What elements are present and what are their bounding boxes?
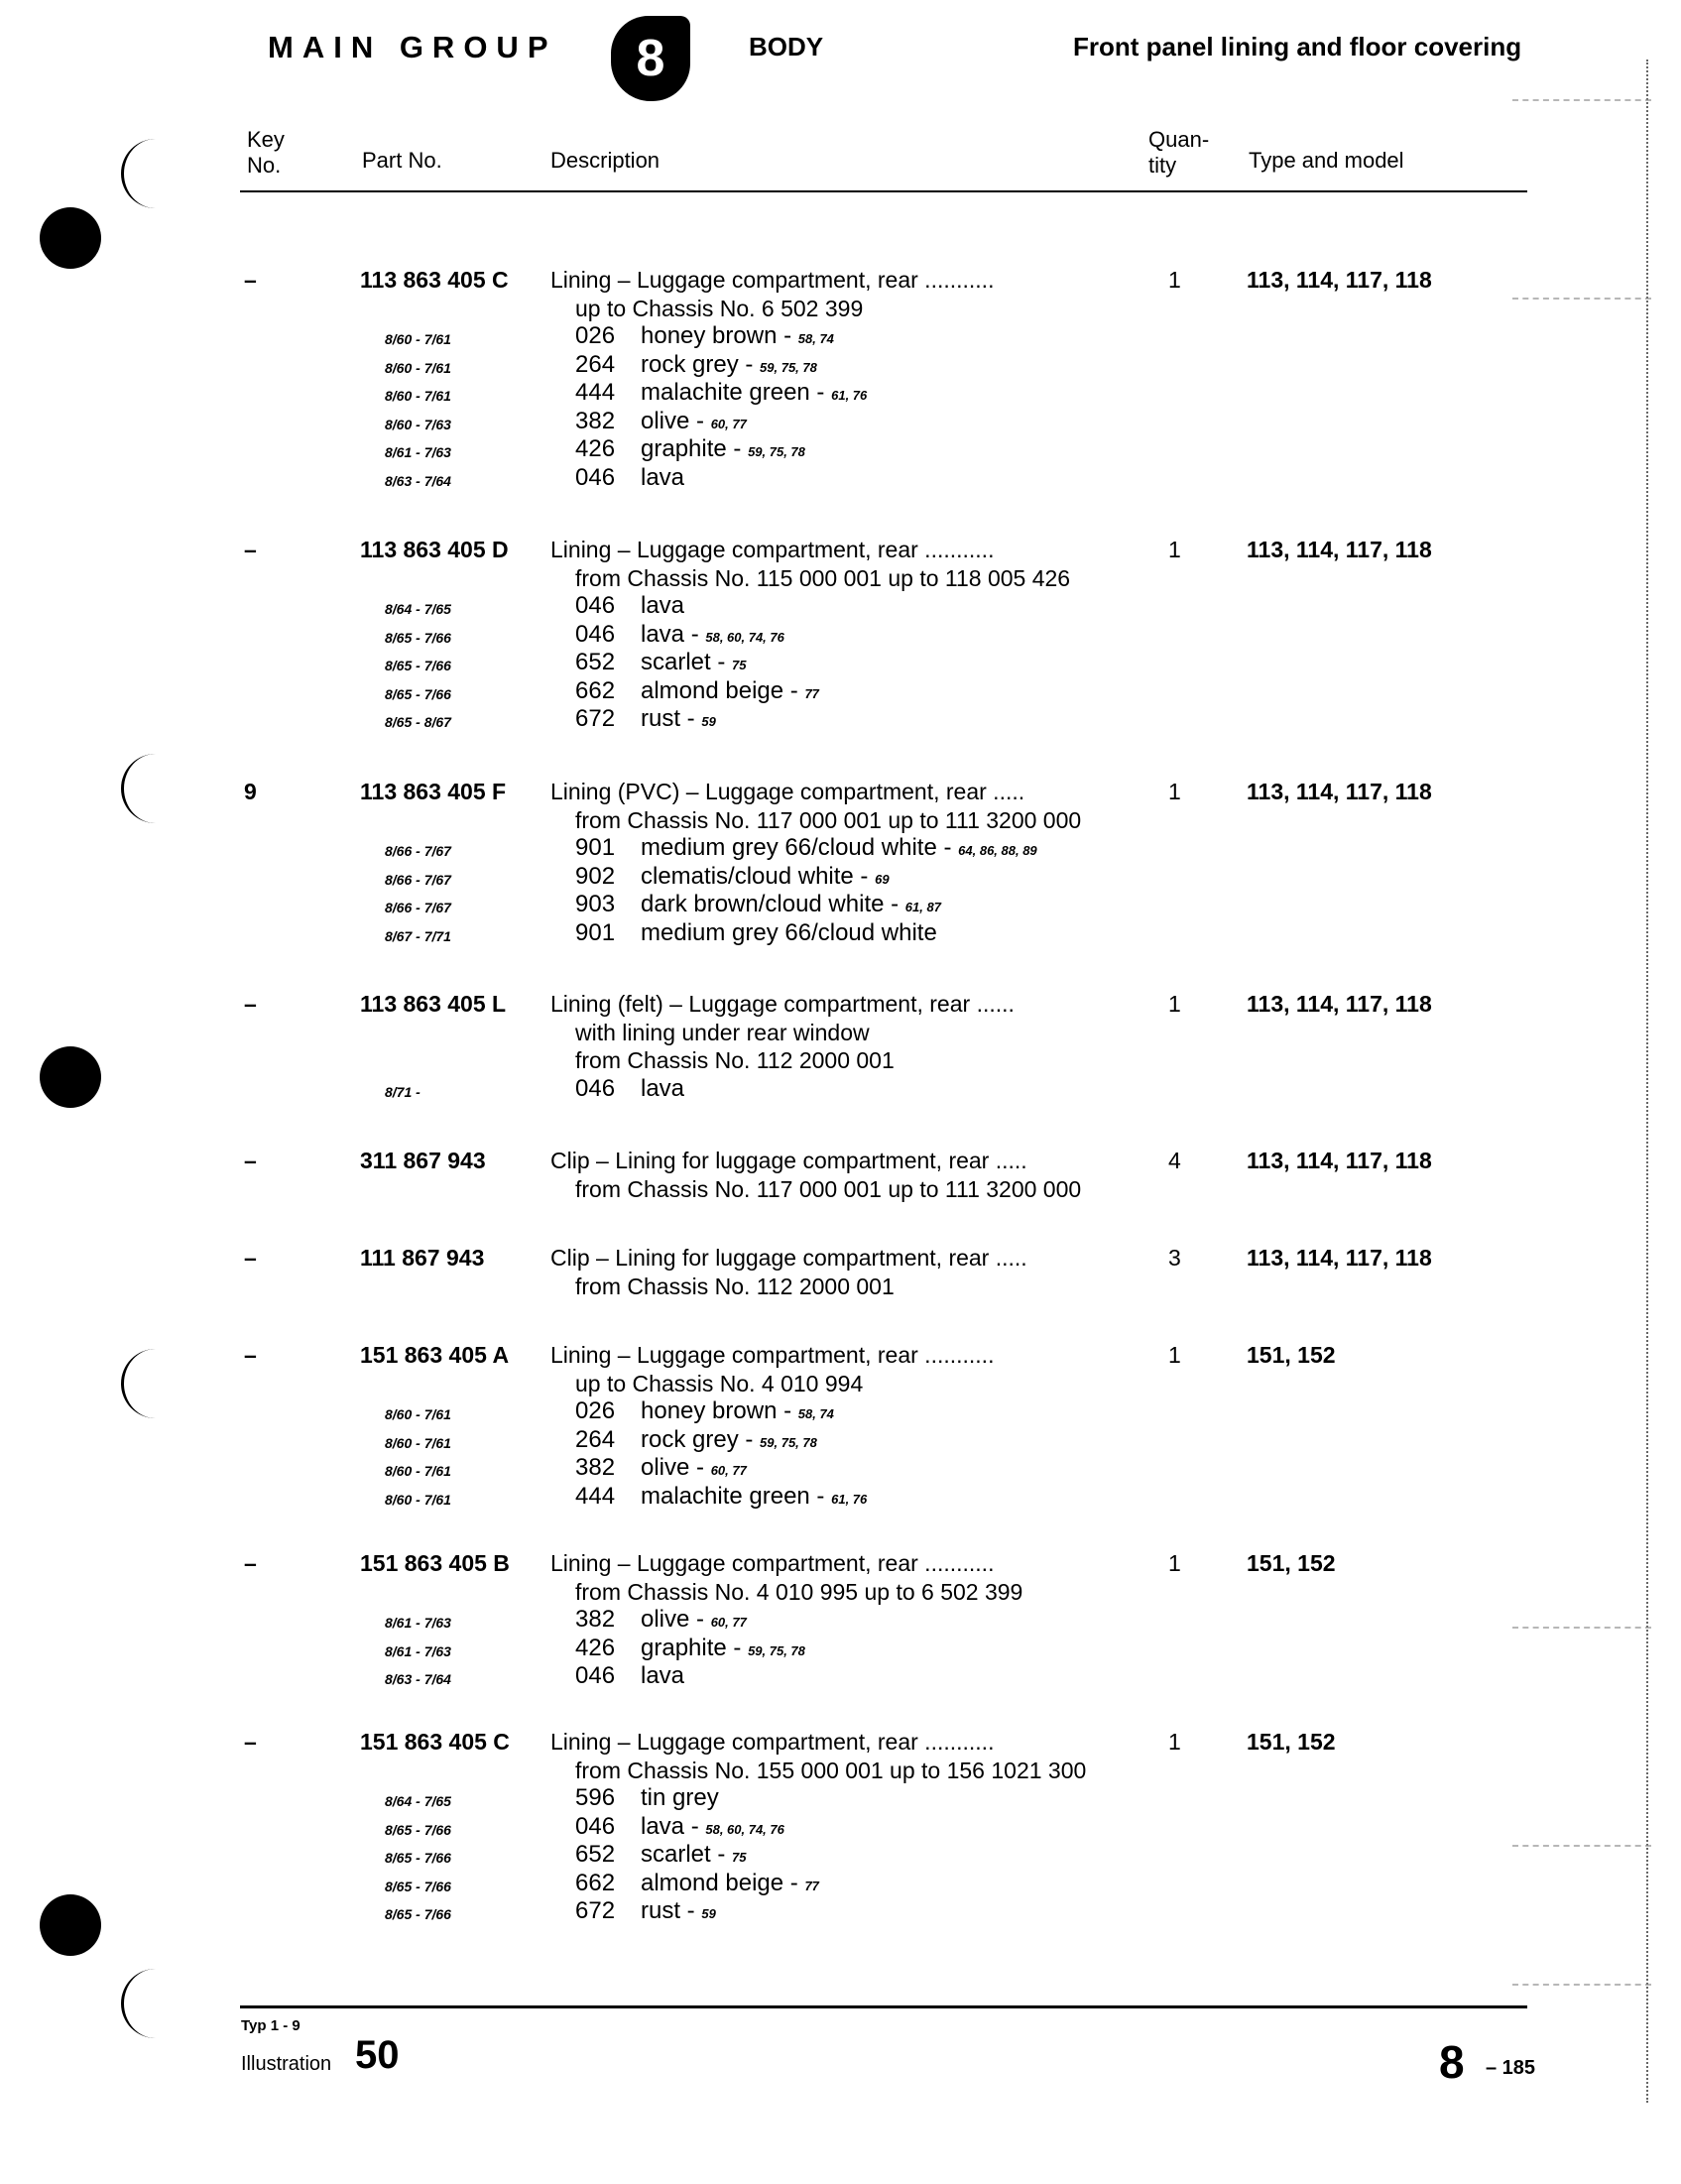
- type-and-model: 113, 114, 117, 118: [1247, 779, 1432, 804]
- key-number: –: [244, 1148, 257, 1173]
- colour-variant-row: [0, 408, 1681, 435]
- col-part-no: Part No.: [362, 148, 442, 173]
- model-codes: 59, 75, 78: [760, 1434, 817, 1450]
- colour-variant-row: [0, 1841, 1681, 1869]
- colour-code: 264: [575, 1425, 616, 1453]
- binder-ring-mark: [121, 754, 164, 823]
- part-number: 113 863 405 L: [360, 991, 507, 1017]
- production-period: 8/71 -: [385, 1083, 420, 1100]
- colour-name: honey brown -: [641, 1397, 792, 1424]
- illustration-number: 50: [355, 2033, 400, 2077]
- quantity: 1: [1168, 1729, 1181, 1755]
- model-codes: 60, 77: [710, 1615, 747, 1630]
- description-detail: with lining under rear window: [575, 1019, 870, 1045]
- model-codes: 75: [732, 1850, 747, 1865]
- production-period: 8/61 - 7/63: [385, 1642, 451, 1659]
- colour-code: 046: [575, 1074, 616, 1102]
- colour-variant-row: [0, 834, 1681, 862]
- production-period: 8/64 - 7/65: [385, 601, 451, 617]
- colour-variant-row: [0, 1784, 1681, 1812]
- description-detail: from Chassis No. 117 000 001 up to 111 3200 000: [575, 1175, 1082, 1202]
- part-number: 113 863 405 C: [360, 267, 509, 293]
- colour-variant-row: [0, 351, 1681, 379]
- type-and-model: 113, 114, 117, 118: [1247, 1148, 1432, 1173]
- production-period: 8/65 - 7/66: [385, 658, 451, 673]
- type-reference: Typ 1 - 9: [241, 2017, 300, 2034]
- colour-name: olive -: [641, 407, 705, 434]
- colour-code: 426: [575, 435, 616, 462]
- key-number: –: [244, 991, 257, 1017]
- model-codes: 59, 75, 78: [748, 1642, 805, 1658]
- quantity: 1: [1168, 267, 1181, 293]
- colour-variant-row: [0, 1426, 1681, 1454]
- colour-variant-row: [0, 1454, 1681, 1482]
- part-description: Lining – Luggage compartment, rear ...........: [550, 267, 995, 293]
- colour-name-group: [641, 1784, 719, 1816]
- colour-code: 382: [575, 1454, 616, 1481]
- colour-variant-row: [0, 1075, 1681, 1103]
- colour-code: 046: [575, 1812, 616, 1840]
- colour-name: lava -: [641, 620, 699, 648]
- colour-name: malachite green -: [641, 1482, 825, 1510]
- production-period: 8/60 - 7/63: [385, 416, 451, 432]
- colour-name-group: [641, 1662, 684, 1694]
- production-period: 8/61 - 7/63: [385, 444, 451, 460]
- part-number: 151 863 405 A: [360, 1342, 510, 1368]
- production-period: 8/65 - 7/66: [385, 629, 451, 646]
- colour-name: malachite green -: [641, 379, 825, 406]
- key-number: –: [244, 1729, 257, 1755]
- section-title: Front panel lining and floor covering: [1073, 32, 1522, 61]
- type-and-model: 113, 114, 117, 118: [1247, 1245, 1432, 1271]
- colour-variant-row: [0, 1397, 1681, 1425]
- key-number: –: [244, 1342, 257, 1368]
- production-period: 8/66 - 7/67: [385, 900, 451, 915]
- colour-variant-row: [0, 322, 1681, 350]
- colour-name-group: [641, 592, 684, 624]
- colour-name-group: [641, 834, 1037, 866]
- part-number: 151 863 405 C: [360, 1729, 510, 1755]
- production-period: 8/67 - 7/71: [385, 927, 451, 944]
- colour-name: medium grey 66/cloud white: [641, 918, 937, 946]
- model-codes: 60, 77: [710, 416, 747, 431]
- colour-name-group: [641, 351, 817, 383]
- type-and-model: 151, 152: [1247, 1550, 1336, 1576]
- colour-code: 046: [575, 620, 616, 648]
- model-codes: 60, 77: [710, 1463, 747, 1478]
- colour-code: 046: [575, 463, 616, 491]
- production-period: 8/60 - 7/61: [385, 1406, 451, 1422]
- page-number-main: 8: [1439, 2036, 1465, 2088]
- part-description: Lining – Luggage compartment, rear ...........: [550, 1729, 995, 1755]
- colour-variant-row: [0, 1483, 1681, 1511]
- colour-variant-row: [0, 1897, 1681, 1925]
- quantity: 3: [1168, 1245, 1181, 1271]
- part-description: Lining (PVC) – Luggage compartment, rear .....: [550, 779, 1025, 804]
- key-number: –: [244, 1550, 257, 1576]
- colour-variant-row: [0, 891, 1681, 918]
- model-codes: 59: [701, 1906, 716, 1921]
- key-number: –: [244, 537, 257, 562]
- colour-name-group: [641, 863, 890, 895]
- colour-code: 026: [575, 322, 616, 349]
- colour-name-group: [641, 1426, 817, 1458]
- model-codes: 58, 60, 74, 76: [705, 629, 784, 645]
- part-description: Lining (felt) – Luggage compartment, rear ......: [550, 991, 1015, 1017]
- colour-name: rust -: [641, 1897, 695, 1924]
- description-detail: from Chassis No. 112 2000 001: [575, 1047, 895, 1073]
- type-and-model: 151, 152: [1247, 1729, 1336, 1755]
- colour-code: 596: [575, 1784, 616, 1811]
- colour-name-group: [641, 1897, 716, 1929]
- model-codes: 77: [804, 685, 819, 701]
- colour-variant-row: [0, 435, 1681, 463]
- production-period: 8/64 - 7/65: [385, 1793, 451, 1809]
- description-detail: up to Chassis No. 6 502 399: [575, 295, 864, 321]
- colour-variant-row: [0, 464, 1681, 492]
- key-number: –: [244, 267, 257, 293]
- colour-name: lava: [641, 1662, 685, 1689]
- colour-name-group: [641, 464, 684, 496]
- colour-name-group: [641, 621, 784, 653]
- colour-name-group: [641, 1606, 747, 1638]
- colour-name: rock grey -: [641, 1425, 754, 1453]
- production-period: 8/60 - 7/61: [385, 359, 451, 376]
- production-period: 8/63 - 7/64: [385, 1671, 451, 1687]
- colour-name: honey brown -: [641, 322, 792, 349]
- model-codes: 59, 75, 78: [760, 359, 817, 375]
- colour-name: olive -: [641, 1606, 705, 1633]
- colour-name: dark brown/cloud white -: [641, 891, 900, 917]
- colour-name: clematis/cloud white -: [641, 862, 869, 890]
- colour-code: 672: [575, 1897, 616, 1924]
- part-description: Lining – Luggage compartment, rear ...........: [550, 537, 995, 562]
- production-period: 8/61 - 7/63: [385, 1615, 451, 1631]
- colour-name-group: [641, 677, 819, 709]
- quantity: 1: [1168, 537, 1181, 562]
- colour-name-group: [641, 649, 747, 680]
- colour-name-group: [641, 1635, 805, 1666]
- colour-name: graphite -: [641, 435, 742, 462]
- colour-variant-row: [0, 1606, 1681, 1634]
- colour-name-group: [641, 1870, 819, 1901]
- production-period: 8/60 - 7/61: [385, 1434, 451, 1451]
- quantity: 1: [1168, 1342, 1181, 1368]
- description-detail: from Chassis No. 115 000 001 up to 118 005 426: [575, 564, 1071, 591]
- colour-name: almond beige -: [641, 1869, 798, 1896]
- colour-code: 444: [575, 379, 616, 406]
- colour-name-group: [641, 891, 941, 922]
- colour-name-group: [641, 919, 937, 951]
- model-codes: 58, 60, 74, 76: [705, 1821, 784, 1837]
- production-period: 8/65 - 7/66: [385, 1821, 451, 1838]
- colour-code: 382: [575, 1606, 616, 1633]
- colour-code: 901: [575, 834, 616, 861]
- production-period: 8/60 - 7/61: [385, 331, 451, 347]
- colour-variant-row: [0, 1662, 1681, 1690]
- colour-variant-row: [0, 863, 1681, 891]
- production-period: 8/65 - 8/67: [385, 714, 451, 730]
- page-number-sub: – 185: [1486, 2057, 1536, 2079]
- colour-variant-row: [0, 592, 1681, 620]
- colour-name: lava: [641, 463, 685, 491]
- group-name: BODY: [749, 32, 824, 61]
- colour-code: 046: [575, 1662, 616, 1689]
- colour-name: scarlet -: [641, 649, 726, 675]
- colour-name-group: [641, 1397, 834, 1429]
- part-description: Lining – Luggage compartment, rear ...........: [550, 1550, 995, 1576]
- colour-name: rust -: [641, 705, 695, 732]
- colour-name-group: [641, 1841, 747, 1873]
- production-period: 8/60 - 7/61: [385, 1463, 451, 1479]
- model-codes: 61, 87: [904, 900, 941, 914]
- colour-code: 426: [575, 1634, 616, 1661]
- colour-variant-row: [0, 1635, 1681, 1662]
- colour-name: tin grey: [641, 1784, 719, 1811]
- quantity: 1: [1168, 779, 1181, 804]
- colour-variant-row: [0, 705, 1681, 733]
- colour-name-group: [641, 705, 716, 737]
- colour-code: 902: [575, 862, 616, 890]
- binder-ring-mark: [121, 139, 164, 208]
- colour-name: scarlet -: [641, 1841, 726, 1868]
- colour-name: rock grey -: [641, 350, 754, 378]
- model-codes: 75: [732, 658, 747, 672]
- colour-code: 652: [575, 1841, 616, 1868]
- header-rule: [240, 190, 1527, 192]
- part-number: 111 867 943: [360, 1245, 485, 1271]
- type-and-model: 113, 114, 117, 118: [1247, 991, 1432, 1017]
- production-period: 8/65 - 7/66: [385, 1878, 451, 1894]
- colour-code: 901: [575, 918, 616, 946]
- colour-code: 382: [575, 407, 616, 434]
- type-and-model: 113, 114, 117, 118: [1247, 537, 1432, 562]
- production-period: 8/63 - 7/64: [385, 472, 451, 489]
- model-codes: 59: [701, 714, 716, 729]
- model-codes: 58, 74: [797, 331, 834, 346]
- colour-code: 672: [575, 705, 616, 732]
- col-quantity: Quan- tity: [1148, 127, 1210, 178]
- colour-variant-row: [0, 919, 1681, 947]
- key-number: 9: [244, 779, 257, 804]
- colour-code: 264: [575, 350, 616, 378]
- colour-code: 662: [575, 676, 616, 704]
- colour-name-group: [641, 322, 834, 354]
- quantity: 4: [1168, 1148, 1181, 1173]
- colour-variant-row: [0, 379, 1681, 407]
- model-codes: 61, 76: [831, 388, 868, 403]
- colour-name-group: [641, 1813, 784, 1845]
- part-description: Clip – Lining for luggage compartment, rear .....: [550, 1148, 1027, 1173]
- model-codes: 64, 86, 88, 89: [958, 843, 1037, 858]
- colour-name: medium grey 66/cloud white -: [641, 834, 952, 861]
- description-detail: from Chassis No. 112 2000 001: [575, 1273, 895, 1299]
- colour-name-group: [641, 435, 805, 467]
- colour-name: lava: [641, 1074, 685, 1102]
- key-number: –: [244, 1245, 257, 1271]
- colour-variant-row: [0, 1870, 1681, 1897]
- col-key-no: Key No.: [247, 127, 285, 178]
- description-detail: from Chassis No. 117 000 001 up to 111 3200 000: [575, 806, 1082, 833]
- colour-name-group: [641, 379, 867, 411]
- quantity: 1: [1168, 1550, 1181, 1576]
- colour-code: 046: [575, 592, 616, 619]
- scan-edge-noise: [1512, 1984, 1651, 1986]
- production-period: 8/65 - 7/66: [385, 685, 451, 702]
- production-period: 8/66 - 7/67: [385, 871, 451, 888]
- colour-code: 662: [575, 1869, 616, 1896]
- colour-code: 444: [575, 1482, 616, 1510]
- colour-name: lava: [641, 592, 685, 619]
- scan-edge-noise: [1512, 298, 1651, 300]
- colour-variant-row: [0, 621, 1681, 649]
- description-detail: from Chassis No. 4 010 995 up to 6 502 399: [575, 1578, 1023, 1605]
- colour-name: graphite -: [641, 1634, 742, 1661]
- part-description: Clip – Lining for luggage compartment, rear .....: [550, 1245, 1027, 1271]
- description-detail: from Chassis No. 155 000 001 up to 156 1021 300: [575, 1757, 1087, 1783]
- colour-name: lava -: [641, 1812, 699, 1840]
- footer-rule: [240, 2005, 1527, 2008]
- production-period: 8/65 - 7/66: [385, 1906, 451, 1922]
- part-description: Lining – Luggage compartment, rear ...........: [550, 1342, 995, 1368]
- description-detail: up to Chassis No. 4 010 994: [575, 1370, 864, 1396]
- model-codes: 58, 74: [797, 1406, 834, 1421]
- colour-name-group: [641, 1075, 684, 1107]
- colour-name: almond beige -: [641, 676, 798, 704]
- colour-name-group: [641, 408, 747, 439]
- colour-variant-row: [0, 677, 1681, 705]
- part-number: 311 867 943: [360, 1148, 486, 1173]
- part-number: 151 863 405 B: [360, 1550, 510, 1576]
- colour-variant-row: [0, 649, 1681, 676]
- type-and-model: 151, 152: [1247, 1342, 1336, 1368]
- colour-code: 026: [575, 1397, 616, 1424]
- model-codes: 61, 76: [831, 1491, 868, 1507]
- quantity: 1: [1168, 991, 1181, 1017]
- group-number-badge: 8: [611, 16, 690, 101]
- scan-edge-noise: [1512, 99, 1651, 101]
- model-codes: 77: [804, 1878, 819, 1893]
- col-description: Description: [550, 148, 660, 173]
- colour-name: olive -: [641, 1454, 705, 1481]
- colour-code: 652: [575, 649, 616, 675]
- production-period: 8/60 - 7/61: [385, 1491, 451, 1508]
- binder-hole-top: [40, 207, 101, 269]
- colour-variant-row: [0, 1813, 1681, 1841]
- production-period: 8/60 - 7/61: [385, 388, 451, 404]
- model-codes: 69: [875, 871, 890, 887]
- part-number: 113 863 405 D: [360, 537, 509, 562]
- colour-name-group: [641, 1454, 747, 1486]
- colour-code: 903: [575, 891, 616, 917]
- part-number: 113 863 405 F: [360, 779, 507, 804]
- model-codes: 59, 75, 78: [748, 444, 805, 459]
- col-type-model: Type and model: [1249, 148, 1404, 173]
- main-group-label: MAIN GROUP: [268, 30, 557, 64]
- production-period: 8/65 - 7/66: [385, 1850, 451, 1866]
- colour-name-group: [641, 1483, 867, 1515]
- binder-ring-mark: [121, 1969, 164, 2038]
- type-and-model: 113, 114, 117, 118: [1247, 267, 1432, 293]
- illustration-label: Illustration: [241, 2053, 332, 2075]
- production-period: 8/66 - 7/67: [385, 843, 451, 859]
